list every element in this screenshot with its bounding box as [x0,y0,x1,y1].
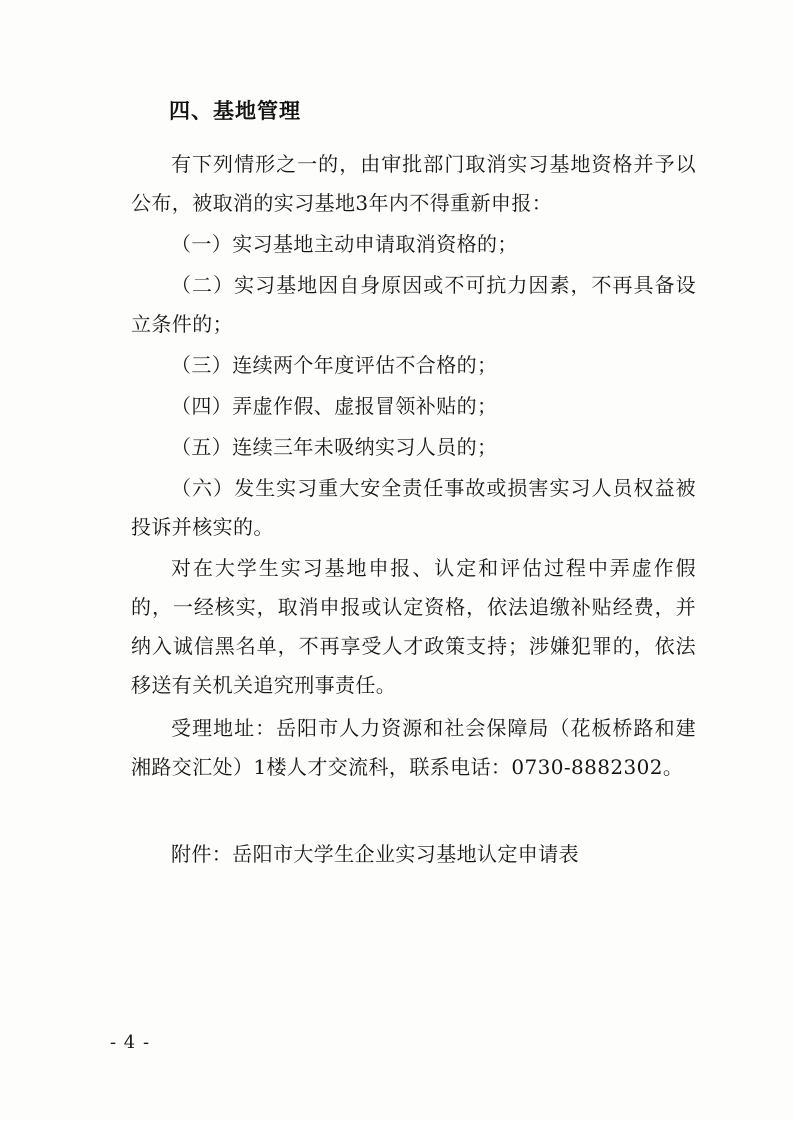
paragraph-item-6: （六）发生实习重大安全责任事故或损害实习人员权益被投诉并核实的。 [131,475,696,539]
page-number: - 4 - [110,1032,151,1053]
attachment-line: 附件：岳阳市大学生企业实习基地认定申请表 [171,841,579,866]
document-body [131,95,696,876]
paragraph-address: 受理地址：岳阳市人力资源和社会保障局（花板桥路和建湘路交汇处）1楼人才交流科，联系电话：0730-8882302。 [131,715,696,779]
paragraph-item-1: （一）实习基地主动申请取消资格的； [171,231,518,256]
section-heading: 四、基地管理 [169,98,301,123]
paragraph-item-2: （二）实习基地因自身原因或不可抗力因素，不再具备设立条件的； [131,272,696,336]
paragraph-item-4: （四）弄虚作假、虚报冒领补贴的； [171,393,498,418]
paragraph-item-5: （五）连续三年未吸纳实习人员的； [171,434,498,459]
paragraph-item-3: （三）连续两个年度评估不合格的； [171,352,498,377]
paragraph-intro: 有下列情形之一的，由审批部门取消实习基地资格并予以公布，被取消的实习基地3年内不得重新申报： [131,151,696,215]
paragraph-penalty: 对在大学生实习基地申报、认定和评估过程中弄虚作假的，一经核实，取消申报或认定资格，依法追缴补贴经费，并纳入诚信黑名单，不再享受人才政策支持；涉嫌犯罪的，依法移送有关机关追究刑事责任。 [131,555,696,697]
